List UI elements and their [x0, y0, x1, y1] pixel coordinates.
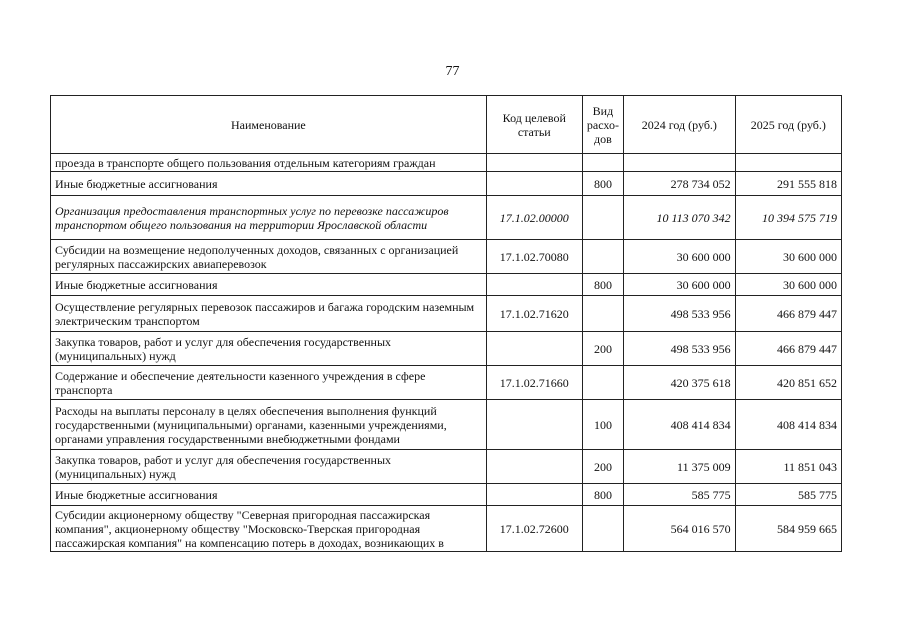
cell-2024 — [624, 154, 736, 172]
cell-2025: 466 879 447 — [735, 332, 841, 366]
cell-2024: 30 600 000 — [624, 274, 736, 296]
cell-name: Содержание и обеспечение деятельности казенного учреждения в сфере транспорта — [51, 366, 487, 400]
cell-name: Закупка товаров, работ и услуг для обеспечения государственных (муниципальных) нужд — [51, 450, 487, 484]
cell-code — [486, 400, 582, 450]
cell-2024: 11 375 009 — [624, 450, 736, 484]
cell-code: 17.1.02.00000 — [486, 196, 582, 240]
cell-2024: 10 113 070 342 — [624, 196, 736, 240]
table-row — [51, 172, 842, 196]
cell-name: Иные бюджетные ассигнования — [51, 484, 487, 506]
cell-code: 17.1.02.71660 — [486, 366, 582, 400]
cell-type — [582, 296, 623, 332]
cell-type — [582, 154, 623, 172]
header-code: Код целевой статьи — [486, 96, 582, 154]
cell-type: 100 — [582, 400, 623, 450]
cell-2025: 420 851 652 — [735, 366, 841, 400]
cell-2025: 291 555 818 — [735, 172, 841, 196]
cell-2025: 10 394 575 719 — [735, 196, 841, 240]
cell-2025: 584 959 665 — [735, 506, 841, 552]
cell-2024: 278 734 052 — [624, 172, 736, 196]
header-2025: 2025 год (руб.) — [735, 96, 841, 154]
cell-2025: 408 414 834 — [735, 400, 841, 450]
cell-2024: 498 533 956 — [624, 332, 736, 366]
table-row — [51, 484, 842, 506]
table-row — [51, 154, 842, 172]
cell-name: Организация предоставления транспортных услуг по перевозке пассажиров транспортом общего пользования на территории Ярославской области — [51, 196, 487, 240]
cell-type: 200 — [582, 332, 623, 366]
cell-type: 800 — [582, 484, 623, 506]
cell-2025 — [735, 154, 841, 172]
cell-name: Осуществление регулярных перевозок пассажиров и багажа городским наземным электрическим транспортом — [51, 296, 487, 332]
header-name: Наименование — [51, 96, 487, 154]
cell-2025: 466 879 447 — [735, 296, 841, 332]
cell-2024: 564 016 570 — [624, 506, 736, 552]
table-row — [51, 296, 842, 332]
cell-code — [486, 274, 582, 296]
budget-table — [50, 95, 842, 552]
cell-2024: 585 775 — [624, 484, 736, 506]
cell-code: 17.1.02.70080 — [486, 240, 582, 274]
header-2024: 2024 год (руб.) — [624, 96, 736, 154]
cell-2024: 408 414 834 — [624, 400, 736, 450]
cell-name: Иные бюджетные ассигнования — [51, 172, 487, 196]
cell-type — [582, 196, 623, 240]
cell-2025: 11 851 043 — [735, 450, 841, 484]
cell-2025: 585 775 — [735, 484, 841, 506]
cell-2024: 420 375 618 — [624, 366, 736, 400]
cell-type — [582, 366, 623, 400]
cell-code — [486, 450, 582, 484]
cell-2024: 498 533 956 — [624, 296, 736, 332]
cell-type: 800 — [582, 274, 623, 296]
cell-name: Иные бюджетные ассигнования — [51, 274, 487, 296]
table-row — [51, 196, 842, 240]
cell-code — [486, 484, 582, 506]
cell-code — [486, 332, 582, 366]
cell-name: Расходы на выплаты персоналу в целях обеспечения выполнения функций государственными (муниципальными) органами, казенными учреждениями, органами управления государственными внебюджетными фондами — [51, 400, 487, 450]
cell-name: проезда в транспорте общего пользования отдельным категориям граждан — [51, 154, 487, 172]
table-row — [51, 366, 842, 400]
cell-name: Субсидии акционерному обществу "Северная пригородная пассажирская компания", акционерному обществу "Московско-Тверская пригородная пассажирская компания" на компенсацию потерь в доходах, возникающих в — [51, 506, 487, 552]
cell-2025: 30 600 000 — [735, 240, 841, 274]
cell-name: Закупка товаров, работ и услуг для обеспечения государственных (муниципальных) нужд — [51, 332, 487, 366]
page-number: 77 — [445, 64, 460, 79]
table-row — [51, 332, 842, 366]
cell-code: 17.1.02.72600 — [486, 506, 582, 552]
cell-type — [582, 240, 623, 274]
table-row — [51, 506, 842, 552]
cell-type: 800 — [582, 172, 623, 196]
header-type: Вид расхо-дов — [582, 96, 623, 154]
cell-2024: 30 600 000 — [624, 240, 736, 274]
cell-code — [486, 154, 582, 172]
table-row — [51, 450, 842, 484]
cell-2025: 30 600 000 — [735, 274, 841, 296]
cell-code — [486, 172, 582, 196]
cell-type: 200 — [582, 450, 623, 484]
table-row — [51, 274, 842, 296]
cell-type — [582, 506, 623, 552]
cell-code: 17.1.02.71620 — [486, 296, 582, 332]
table-row — [51, 400, 842, 450]
cell-name: Субсидии на возмещение недополученных доходов, связанных с организацией регулярных пассажирских авиаперевозок — [51, 240, 487, 274]
header-row — [51, 96, 842, 154]
table-row — [51, 240, 842, 274]
